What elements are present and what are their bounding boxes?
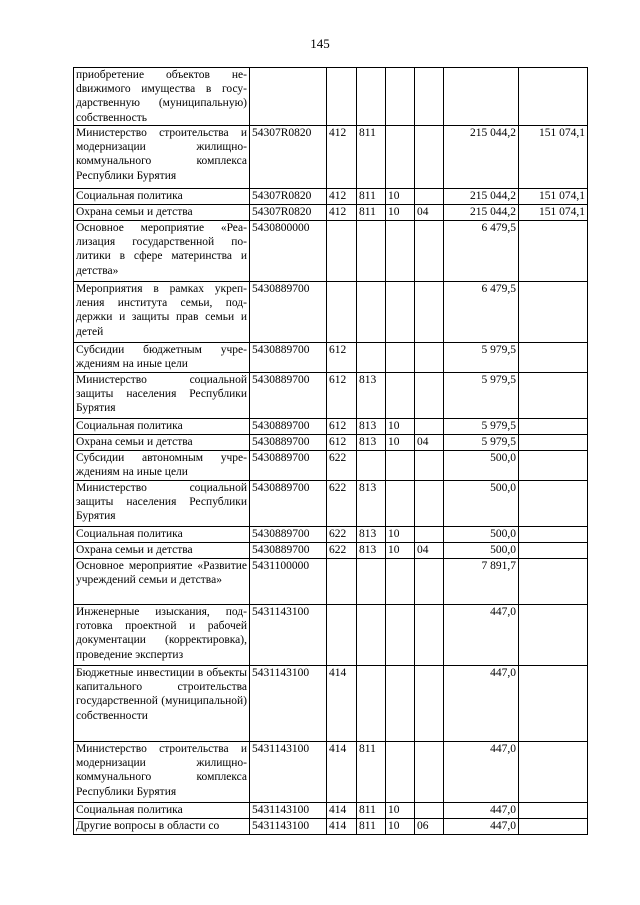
subsection-cell <box>415 605 444 666</box>
section-cell: 10 <box>386 819 415 835</box>
amount-cell: 5 979,5 <box>444 435 519 451</box>
amount-cell: 5 979,5 <box>444 373 519 419</box>
subsection-cell <box>415 343 444 373</box>
table-row <box>74 343 588 373</box>
subsection-cell <box>415 451 444 481</box>
subsection-cell <box>415 282 444 343</box>
amount-second-cell: 151 074,1 <box>519 205 588 221</box>
section-cell <box>386 282 415 343</box>
target-article-cell: 5430889700 <box>250 527 327 543</box>
row-name-cell: Мероприятия в рамках укрепления института семьи, поддержки и защиты прав семьи и детей <box>74 282 250 343</box>
ministry-code-cell: 811 <box>357 819 386 835</box>
row-name-cell: Министерство строительства и модернизации жилищно-коммунального комплекса Республики Бурятия <box>74 126 250 189</box>
amount-cell: 447,0 <box>444 803 519 819</box>
amount-second-cell <box>519 68 588 126</box>
amount-cell: 215 044,2 <box>444 189 519 205</box>
expense-type-cell: 612 <box>327 373 357 419</box>
amount-cell: 500,0 <box>444 543 519 559</box>
amount-second-cell <box>519 221 588 282</box>
amount-cell: 5 979,5 <box>444 419 519 435</box>
amount-cell: 215 044,2 <box>444 205 519 221</box>
target-article-cell: 5431143100 <box>250 666 327 742</box>
ministry-code-cell: 811 <box>357 126 386 189</box>
section-cell: 10 <box>386 189 415 205</box>
amount-cell: 6 479,5 <box>444 282 519 343</box>
page-number: 145 <box>310 36 330 51</box>
expense-type-cell <box>327 559 357 605</box>
section-cell <box>386 451 415 481</box>
section-cell <box>386 605 415 666</box>
target-article-cell: 5431143100 <box>250 605 327 666</box>
amount-cell: 447,0 <box>444 605 519 666</box>
section-cell <box>386 373 415 419</box>
amount-cell <box>444 68 519 126</box>
expense-type-cell: 622 <box>327 527 357 543</box>
amount-second-cell <box>519 803 588 819</box>
amount-second-cell <box>519 419 588 435</box>
target-article-cell: 5430889700 <box>250 419 327 435</box>
amount-second-cell <box>519 373 588 419</box>
subsection-cell <box>415 68 444 126</box>
row-name-cell: Субсидии автономным учреждениям на иные цели <box>74 451 250 481</box>
ministry-code-cell: 811 <box>357 803 386 819</box>
row-name-cell: Бюджетные инвестиции в объекты капитального строительства государственной (муниципальной) собственности <box>74 666 250 742</box>
table-row <box>74 419 588 435</box>
section-cell <box>386 343 415 373</box>
amount-second-cell <box>519 605 588 666</box>
amount-cell: 5 979,5 <box>444 343 519 373</box>
expense-type-cell: 412 <box>327 126 357 189</box>
target-article-cell: 54307R0820 <box>250 189 327 205</box>
row-name-cell: Охрана семьи и детства <box>74 205 250 221</box>
amount-cell: 500,0 <box>444 481 519 527</box>
ministry-code-cell: 813 <box>357 527 386 543</box>
subsection-cell <box>415 527 444 543</box>
subsection-cell <box>415 559 444 605</box>
table-row <box>74 543 588 559</box>
subsection-cell: 04 <box>415 543 444 559</box>
expense-type-cell <box>327 221 357 282</box>
table-row <box>74 189 588 205</box>
subsection-cell <box>415 373 444 419</box>
table-row <box>74 481 588 527</box>
expense-type-cell: 622 <box>327 481 357 527</box>
row-name-cell: Социальная политика <box>74 803 250 819</box>
target-article-cell: 5430889700 <box>250 435 327 451</box>
row-name-cell: Министерство социальной защиты населения Республики Бурятия <box>74 373 250 419</box>
amount-second-cell: 151 074,1 <box>519 126 588 189</box>
target-article-cell: 5430889700 <box>250 282 327 343</box>
row-name-cell: Охрана семьи и детства <box>74 543 250 559</box>
ministry-code-cell <box>357 282 386 343</box>
table-row <box>74 605 588 666</box>
subsection-cell <box>415 221 444 282</box>
budget-table <box>73 67 588 835</box>
amount-cell: 215 044,2 <box>444 126 519 189</box>
section-cell <box>386 742 415 803</box>
amount-second-cell <box>519 819 588 835</box>
expense-type-cell <box>327 605 357 666</box>
target-article-cell: 5431100000 <box>250 559 327 605</box>
subsection-cell: 04 <box>415 205 444 221</box>
subsection-cell <box>415 419 444 435</box>
ministry-code-cell: 813 <box>357 435 386 451</box>
amount-second-cell: 151 074,1 <box>519 189 588 205</box>
section-cell: 10 <box>386 435 415 451</box>
expense-type-cell: 412 <box>327 205 357 221</box>
row-name-cell: Социальная политика <box>74 419 250 435</box>
subsection-cell: 06 <box>415 819 444 835</box>
amount-cell: 447,0 <box>444 742 519 803</box>
section-cell: 10 <box>386 543 415 559</box>
subsection-cell <box>415 666 444 742</box>
ministry-code-cell: 813 <box>357 481 386 527</box>
expense-type-cell: 612 <box>327 435 357 451</box>
expense-type-cell: 612 <box>327 343 357 373</box>
ministry-code-cell <box>357 451 386 481</box>
subsection-cell <box>415 126 444 189</box>
amount-second-cell <box>519 451 588 481</box>
amount-cell: 500,0 <box>444 451 519 481</box>
target-article-cell: 5430889700 <box>250 343 327 373</box>
ministry-code-cell <box>357 68 386 126</box>
ministry-code-cell: 811 <box>357 205 386 221</box>
table-row <box>74 742 588 803</box>
table-row <box>74 435 588 451</box>
table-row <box>74 205 588 221</box>
ministry-code-cell: 811 <box>357 742 386 803</box>
target-article-cell: 54307R0820 <box>250 205 327 221</box>
amount-cell: 447,0 <box>444 819 519 835</box>
ministry-code-cell: 813 <box>357 419 386 435</box>
expense-type-cell: 622 <box>327 451 357 481</box>
section-cell: 10 <box>386 803 415 819</box>
section-cell: 10 <box>386 527 415 543</box>
expense-type-cell: 612 <box>327 419 357 435</box>
row-name-cell: Основное мероприятие «Реализация государственной политики в сфере материнства и детства» <box>74 221 250 282</box>
table-row <box>74 282 588 343</box>
subsection-cell: 04 <box>415 435 444 451</box>
section-cell <box>386 68 415 126</box>
amount-second-cell <box>519 282 588 343</box>
table-row <box>74 666 588 742</box>
row-name-cell: Охрана семьи и детства <box>74 435 250 451</box>
table-row <box>74 373 588 419</box>
amount-cell: 6 479,5 <box>444 221 519 282</box>
subsection-cell <box>415 742 444 803</box>
expense-type-cell <box>327 282 357 343</box>
row-name-cell: Основное мероприятие «Развитие учреждений семьи и детства» <box>74 559 250 605</box>
target-article-cell: 5430800000 <box>250 221 327 282</box>
expense-type-cell <box>327 68 357 126</box>
ministry-code-cell <box>357 559 386 605</box>
amount-second-cell <box>519 543 588 559</box>
target-article-cell: 5431143100 <box>250 803 327 819</box>
table-row <box>74 126 588 189</box>
target-article-cell: 5430889700 <box>250 481 327 527</box>
table-row <box>74 221 588 282</box>
amount-second-cell <box>519 527 588 543</box>
amount-second-cell <box>519 481 588 527</box>
row-name-cell: Министерство социальной защиты населения Республики Бурятия <box>74 481 250 527</box>
table-row <box>74 559 588 605</box>
section-cell <box>386 666 415 742</box>
table-row <box>74 803 588 819</box>
section-cell <box>386 559 415 605</box>
section-cell <box>386 126 415 189</box>
row-name-cell: Социальная политика <box>74 189 250 205</box>
target-article-cell: 5430889700 <box>250 373 327 419</box>
row-name-cell: приобретение объектов неdвижимого имущества в государственную (муниципальную) собственность <box>74 68 250 126</box>
table-row <box>74 527 588 543</box>
target-article-cell: 5431143100 <box>250 819 327 835</box>
target-article-cell: 5431143100 <box>250 742 327 803</box>
section-cell: 10 <box>386 419 415 435</box>
expense-type-cell: 414 <box>327 742 357 803</box>
ministry-code-cell: 813 <box>357 373 386 419</box>
expense-type-cell: 414 <box>327 819 357 835</box>
section-cell: 10 <box>386 205 415 221</box>
amount-second-cell <box>519 559 588 605</box>
expense-type-cell: 414 <box>327 803 357 819</box>
ministry-code-cell <box>357 343 386 373</box>
ministry-code-cell <box>357 666 386 742</box>
row-name-cell: Другие вопросы в области со <box>74 819 250 835</box>
target-article-cell: 54307R0820 <box>250 126 327 189</box>
section-cell <box>386 481 415 527</box>
section-cell <box>386 221 415 282</box>
amount-second-cell <box>519 343 588 373</box>
table-row <box>74 68 588 126</box>
target-article-cell: 5430889700 <box>250 543 327 559</box>
table-body <box>74 68 588 835</box>
ministry-code-cell <box>357 605 386 666</box>
subsection-cell <box>415 481 444 527</box>
ministry-code-cell: 811 <box>357 189 386 205</box>
subsection-cell <box>415 189 444 205</box>
amount-cell: 447,0 <box>444 666 519 742</box>
target-article-cell: 5430889700 <box>250 451 327 481</box>
row-name-cell: Субсидии бюджетным учреждениям на иные цели <box>74 343 250 373</box>
amount-cell: 7 891,7 <box>444 559 519 605</box>
amount-second-cell <box>519 435 588 451</box>
amount-cell: 500,0 <box>444 527 519 543</box>
amount-second-cell <box>519 666 588 742</box>
expense-type-cell: 412 <box>327 189 357 205</box>
ministry-code-cell: 813 <box>357 543 386 559</box>
table-row <box>74 819 588 835</box>
ministry-code-cell <box>357 221 386 282</box>
table-row <box>74 451 588 481</box>
expense-type-cell: 414 <box>327 666 357 742</box>
row-name-cell: Социальная политика <box>74 527 250 543</box>
amount-second-cell <box>519 742 588 803</box>
row-name-cell: Инженерные изыскания, подготовка проектной и рабочей документации (корректировка), проведение экспертиз <box>74 605 250 666</box>
subsection-cell <box>415 803 444 819</box>
expense-type-cell: 622 <box>327 543 357 559</box>
target-article-cell <box>250 68 327 126</box>
row-name-cell: Министерство строительства и модернизации жилищно-коммунального комплекса Республики Бурятия <box>74 742 250 803</box>
